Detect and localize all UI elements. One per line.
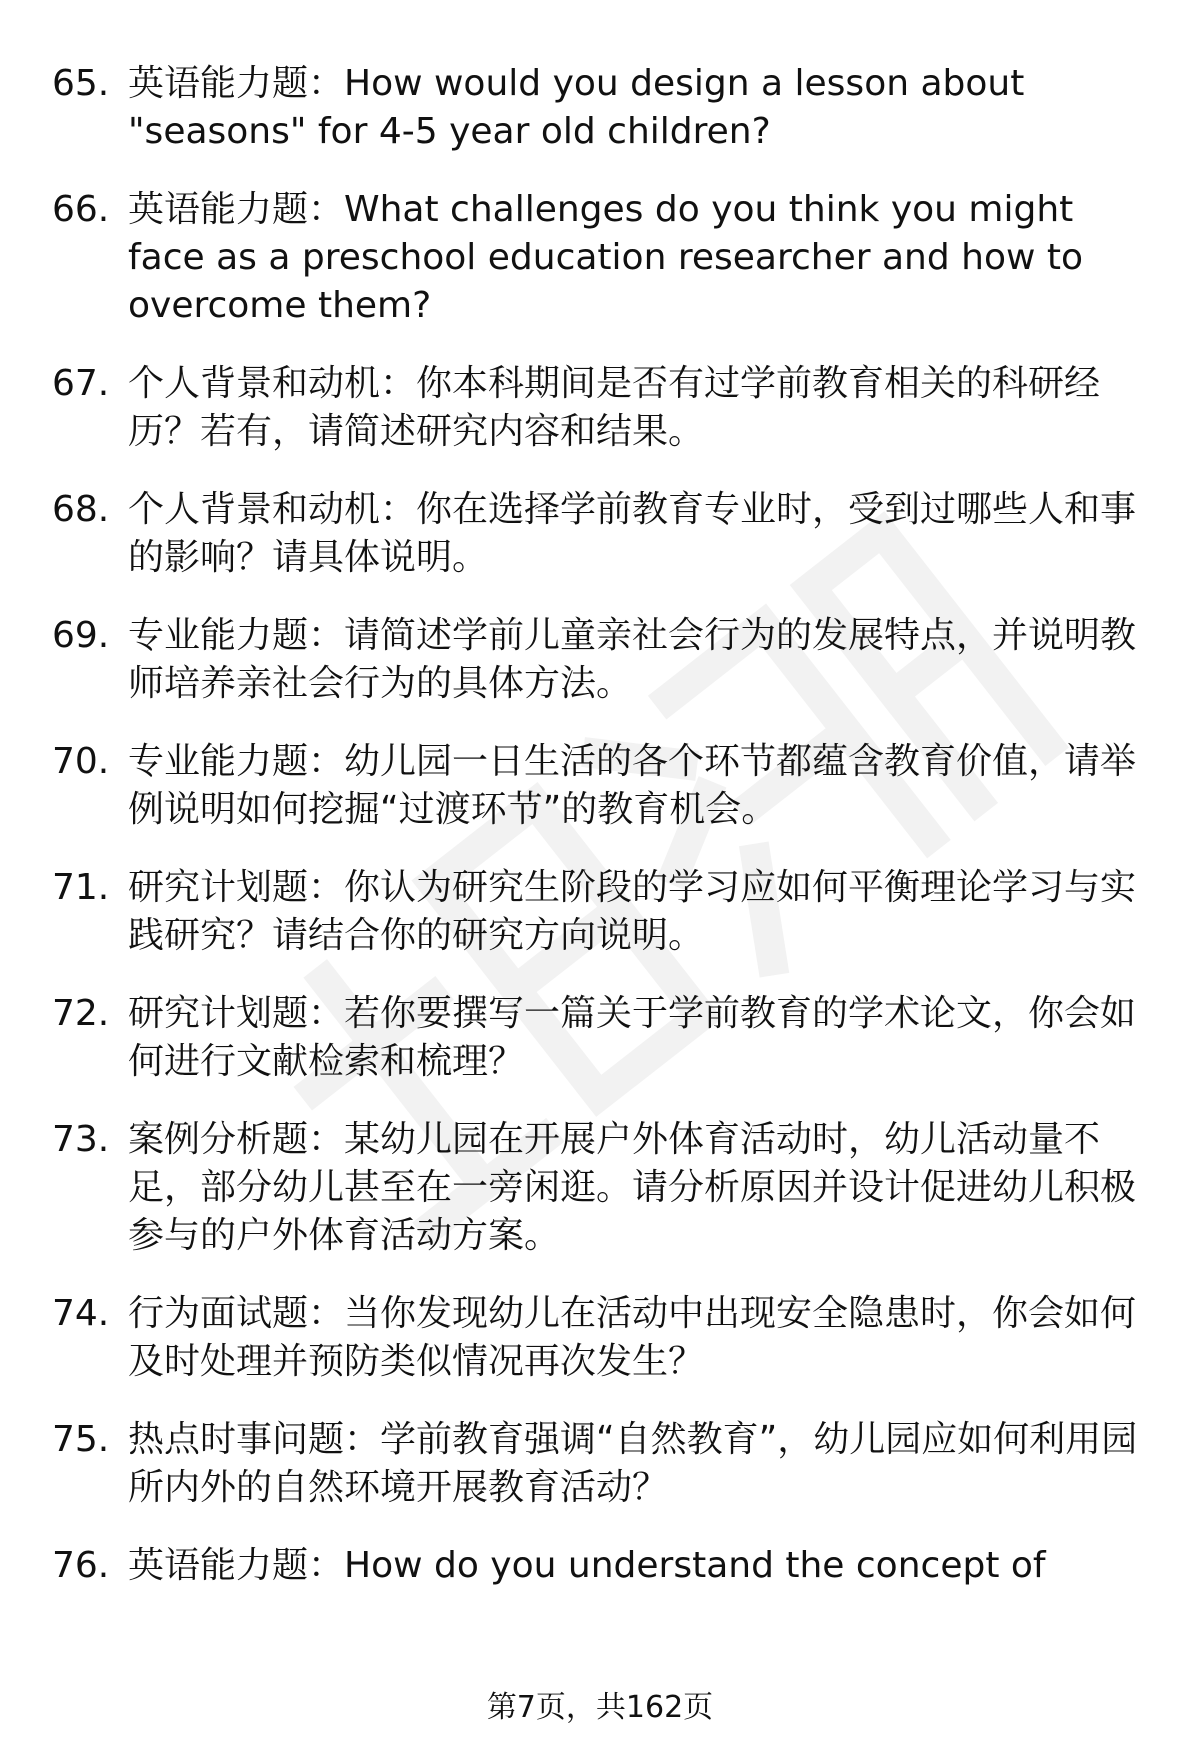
question-number: 71. [52,867,110,908]
question-number: 74. [52,1293,110,1334]
question-text: 行为面试题：当你发现幼儿在活动中出现安全隐患时，你会如何及时处理并预防类似情况再次发生？ [128,1293,1137,1382]
question-item [52,1116,1152,1260]
question-text: 英语能力题：How would you design a lesson about "seasons" for 4-5 year old children? [128,63,1025,152]
question-item [52,864,1152,960]
question-text: 热点时事问题：学前教育强调“自然教育”，幼儿园应如何利用园所内外的自然环境开展教育活动？ [128,1419,1138,1508]
question-text: 专业能力题：请简述学前儿童亲社会行为的发展特点，并说明教师培养亲社会行为的具体方法。 [128,615,1137,704]
question-text: 研究计划题：你认为研究生阶段的学习应如何平衡理论学习与实践研究？请结合你的研究方向说明。 [128,867,1137,956]
question-item [52,738,1152,834]
question-item [52,1290,1152,1386]
question-text: 案例分析题：某幼儿园在开展户外体育活动时，幼儿活动量不足，部分幼儿甚至在一旁闲逛。请分析原因并设计促进幼儿积极参与的户外体育活动方案。 [128,1119,1137,1256]
question-number: 67. [52,363,110,404]
question-text: 个人背景和动机：你本科期间是否有过学前教育相关的科研经历？若有，请简述研究内容和结果。 [128,363,1101,452]
question-number: 68. [52,489,110,530]
question-number: 65. [52,63,110,104]
question-item [52,990,1152,1086]
question-number: 70. [52,741,110,782]
page-footer: 第7页，共162页 [486,1690,714,1725]
question-number: 69. [52,615,110,656]
question-item [52,60,1152,156]
question-item [52,612,1152,708]
question-text: 专业能力题：幼儿园一日生活的各个环节都蕴含教育价值，请举例说明如何挖掘“过渡环节”的教育机会。 [128,741,1137,830]
question-item [52,360,1152,456]
question-number: 73. [52,1119,110,1160]
question-text: 英语能力题：What challenges do you think you might face as a preschool education researcher and how to overcome them? [128,189,1084,326]
question-item [52,1416,1152,1512]
question-list [52,60,1152,1620]
question-item [52,1542,1152,1590]
question-text: 个人背景和动机：你在选择学前教育专业时，受到过哪些人和事的影响？请具体说明。 [128,489,1137,578]
question-item [52,486,1152,582]
question-item [52,186,1152,330]
question-number: 75. [52,1419,110,1460]
question-text: 研究计划题：若你要撰写一篇关于学前教育的学术论文，你会如何进行文献检索和梳理？ [128,993,1137,1082]
question-text: 英语能力题：How do you understand the concept of [128,1545,1046,1586]
question-number: 66. [52,189,110,230]
question-number: 76. [52,1545,110,1586]
question-number: 72. [52,993,110,1034]
